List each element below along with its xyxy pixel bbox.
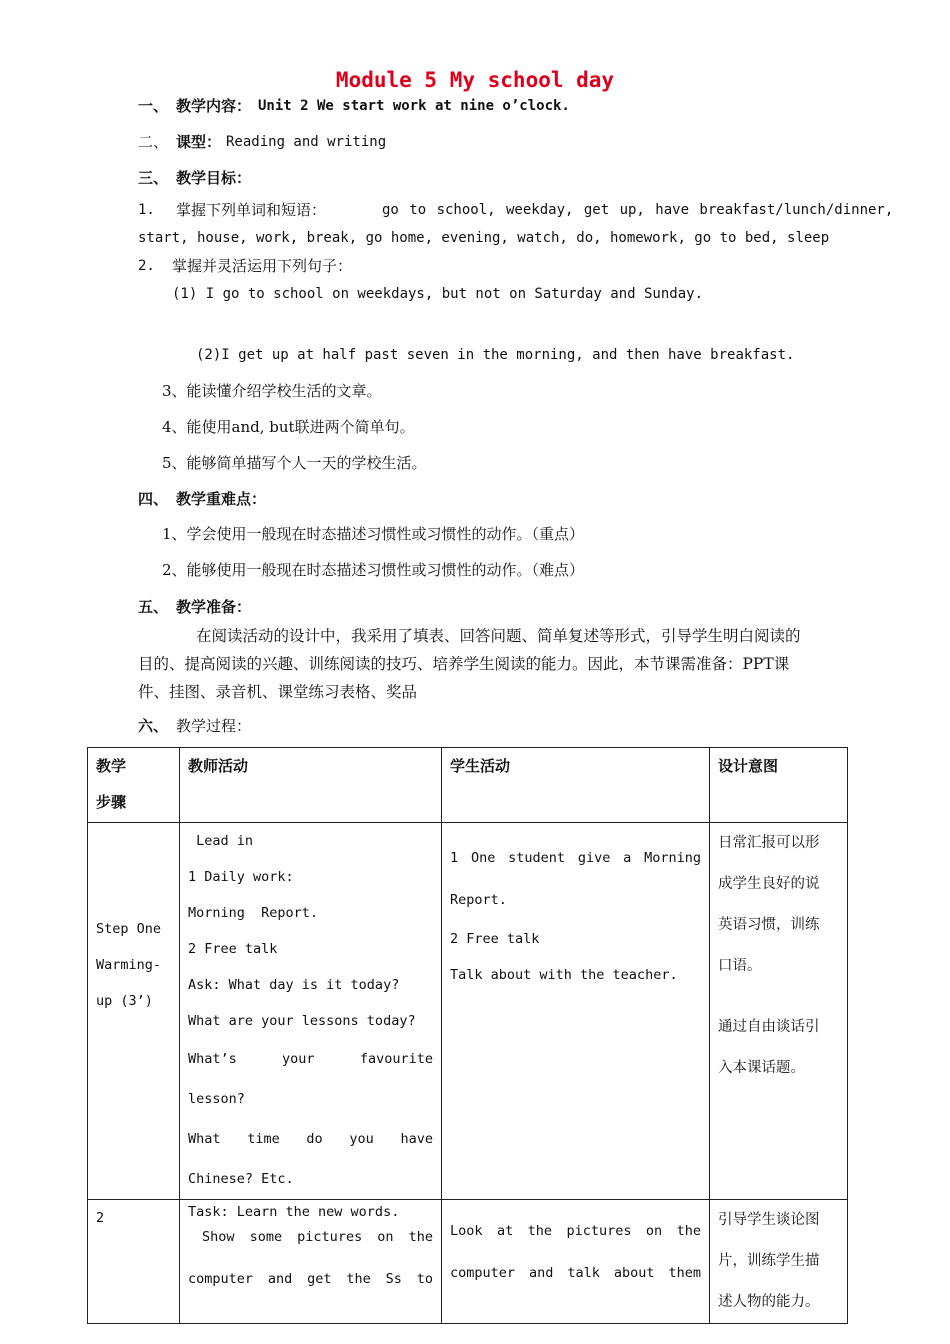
row2-step bbox=[88, 1200, 180, 1324]
preparation-line-1 bbox=[138, 622, 868, 650]
page-title: Module 5 My school day bbox=[335, 68, 615, 92]
row1-design-cell bbox=[710, 823, 847, 1089]
row1-teacher-line: What are your lessons today? bbox=[188, 1013, 416, 1029]
table-row bbox=[88, 823, 848, 1200]
section-6-number: 六、 bbox=[138, 717, 169, 735]
row2-student-line: computer and talk about them bbox=[450, 1265, 701, 1281]
row2-design-line: 述人物的能力。 bbox=[718, 1294, 820, 1310]
section-4-number: 四、 bbox=[138, 490, 169, 508]
row1-teacher-line: What time do you have bbox=[188, 1131, 433, 1147]
header-teacher-text: 教师活动 bbox=[188, 757, 249, 775]
row1-teacher-line: Morning Report. bbox=[188, 905, 319, 921]
header-design-text: 设计意图 bbox=[718, 757, 779, 775]
goal-4: 4、能使用and, but联进两个简单句。 bbox=[162, 418, 415, 436]
row1-design-line bbox=[718, 987, 839, 1007]
row1-teacher-line: lesson? bbox=[188, 1091, 245, 1107]
row1-teacher-cell bbox=[180, 823, 441, 1199]
goal-1-text: 掌握下列单词和短语： bbox=[176, 201, 327, 219]
row2-student bbox=[442, 1200, 710, 1324]
section-1-label: 教学内容： bbox=[176, 97, 252, 115]
goal-2-number: 2. bbox=[138, 258, 155, 274]
section-2-number: 二、 bbox=[138, 133, 169, 151]
key-point-2: 2、能够使用一般现在时态描述习惯性或习惯性的动作。（难点） bbox=[162, 561, 585, 579]
preparation-paragraph bbox=[138, 622, 868, 706]
row1-student-line: 1 One student give a Morning bbox=[450, 850, 701, 866]
row1-teacher bbox=[180, 823, 442, 1200]
section-1-text: Unit 2 We start work at nine o’clock. bbox=[258, 98, 570, 114]
row1-design-line: 入本课话题。 bbox=[718, 1060, 805, 1076]
row2-student-cell bbox=[442, 1200, 709, 1294]
preparation-line-3: 件、挂图、录音机、课堂练习表格、奖品 bbox=[138, 683, 418, 701]
row1-student bbox=[442, 823, 710, 1200]
table-header-row bbox=[88, 748, 848, 823]
row1-step-cell bbox=[88, 823, 179, 1019]
row1-student-cell bbox=[442, 823, 709, 993]
table-row bbox=[88, 1200, 848, 1324]
row2-teacher-line: Task: Learn the new words. bbox=[188, 1204, 400, 1220]
row1-design-line: 日常汇报可以形 bbox=[718, 835, 820, 851]
preparation-line-2: 目的、提高阅读的兴趣、训练阅读的技巧、培养学生阅读的能力。因此，本节课需准备：PPT课 bbox=[138, 655, 790, 673]
row1-student-line: 2 Free talk bbox=[450, 931, 540, 947]
row1-teacher-line: 1 Daily work: bbox=[188, 869, 294, 885]
section-1-number: 一、 bbox=[138, 97, 169, 115]
teaching-process-table bbox=[87, 747, 848, 1324]
goal-1-number: 1. bbox=[138, 202, 155, 218]
goal-2-sentence-2: (2)I get up at half past seven in the morning, and then have breakfast. bbox=[196, 347, 795, 363]
row1-step-line-2: Warming- bbox=[96, 957, 162, 973]
header-design bbox=[710, 748, 848, 823]
row1-design-line: 英语习惯，训练 bbox=[718, 917, 820, 933]
goal-3: 3、能读懂介绍学校生活的文章。 bbox=[162, 382, 382, 400]
row1-step-line-3: up (3’) bbox=[96, 993, 153, 1009]
row1-design-line: 口语。 bbox=[718, 958, 762, 974]
header-step-line-2: 步骤 bbox=[96, 793, 127, 811]
row2-teacher-line: Show some pictures on the bbox=[202, 1229, 433, 1245]
row2-teacher-cell bbox=[180, 1200, 441, 1308]
section-3-label: 教学目标： bbox=[176, 169, 252, 187]
goal-2-sentence-1: (1) I go to school on weekdays, but not on Saturday and Sunday. bbox=[172, 286, 704, 302]
preparation-line-1-text: 在阅读活动的设计中，我采用了填表、回答问题、简单复述等形式，引导学生明白阅读的 bbox=[196, 627, 801, 645]
row1-design bbox=[710, 823, 848, 1200]
row2-design-cell bbox=[710, 1200, 847, 1323]
row1-teacher-line: Lead in bbox=[188, 833, 254, 849]
row1-teacher-line: 2 Free talk bbox=[188, 941, 278, 957]
goal-2-text: 掌握并灵活运用下列句子： bbox=[172, 257, 353, 275]
header-teacher bbox=[180, 748, 442, 823]
row1-student-line: Report. bbox=[450, 892, 507, 908]
row1-student-line: Talk about with the teacher. bbox=[450, 967, 678, 983]
row1-design-line: 通过自由谈话引 bbox=[718, 1019, 820, 1035]
header-student bbox=[442, 748, 710, 823]
row2-design-line: 片，训练学生描 bbox=[718, 1253, 820, 1269]
row1-step-line-1: Step One bbox=[96, 921, 162, 937]
row1-teacher-line: What’s your favourite bbox=[188, 1051, 433, 1067]
header-step-line-1: 教学 bbox=[96, 757, 127, 775]
header-step bbox=[88, 748, 180, 823]
section-5-number: 五、 bbox=[138, 598, 169, 616]
section-3-number: 三、 bbox=[138, 169, 169, 187]
row1-design-line: 成学生良好的说 bbox=[718, 876, 820, 892]
row2-teacher bbox=[180, 1200, 442, 1324]
key-point-1: 1、学会使用一般现在时态描述习惯性或习惯性的动作。（重点） bbox=[162, 525, 585, 543]
row2-design bbox=[710, 1200, 848, 1324]
goal-1-words-a: go to school, weekday, get up, have breakfast/lunch/dinner, bbox=[382, 202, 894, 218]
goal-1-words-b: start, house, work, break, go home, evening, watch, do, homework, go to bed, sleep bbox=[138, 230, 830, 246]
row2-step-text: 2 bbox=[96, 1210, 105, 1226]
row1-step bbox=[88, 823, 180, 1200]
row2-teacher-line: computer and get the Ss to bbox=[188, 1271, 433, 1287]
section-6-label: 教学过程： bbox=[176, 717, 252, 735]
row2-student-line: Look at the pictures on the bbox=[450, 1223, 701, 1239]
row2-design-line: 引导学生谈论图 bbox=[718, 1212, 820, 1228]
row1-teacher-line: Chinese? Etc. bbox=[188, 1171, 294, 1187]
goal-5: 5、能够简单描写个人一天的学校生活。 bbox=[162, 454, 427, 472]
section-2-text: Reading and writing bbox=[226, 134, 387, 150]
section-5-label: 教学准备： bbox=[176, 598, 252, 616]
header-student-text: 学生活动 bbox=[450, 757, 511, 775]
section-4-label: 教学重难点： bbox=[176, 490, 267, 508]
section-2-label: 课型： bbox=[176, 133, 222, 151]
row1-teacher-line: Ask: What day is it today? bbox=[188, 977, 400, 993]
